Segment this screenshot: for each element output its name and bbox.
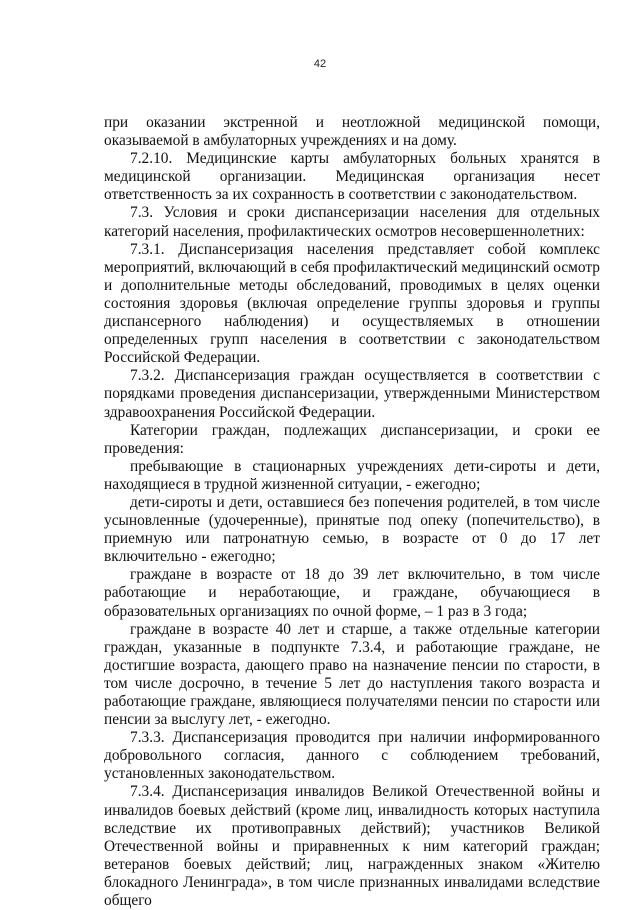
paragraph-7-2-10: 7.2.10. Медицинские карты амбулаторных больных хранятся в медицинской организации. Медицинская организация несет ответственность за их сохранность в соответствии с законодательством.: [104, 150, 600, 204]
paragraph-category-orphans-institutions: пребывающие в стационарных учреждениях дети-сироты и дети, находящиеся в трудной жизненной ситуации, - ежегодно;: [104, 457, 600, 493]
paragraph-continuation: при оказании экстренной и неотложной медицинской помощи, оказываемой в амбулаторных учреждениях и на дому.: [104, 114, 600, 150]
paragraph-7-3: 7.3. Условия и сроки диспансеризации населения для отдельных категорий населения, профилактических осмотров несовершеннолетних:: [104, 204, 600, 240]
paragraph-category-age-18-39: граждане в возрасте от 18 до 39 лет включительно, в том числе работающие и неработающие, и граждане, обучающиеся в образовательных организациях по очной форме, – 1 раз в 3 года;: [104, 566, 600, 620]
paragraph-category-age-40-plus: граждане в возрасте 40 лет и старше, а также отдельные категории граждан, указанные в подпункте 7.3.4, и работающие граждане, не достигшие возраста, дающего право на назначение пенсии по старости, в том числе досрочно, в течение 5 лет до наступления такого возраста и работающие граждане, являющиеся получателями пенсии по старости или пенсии за выслугу лет, - ежегодно.: [104, 620, 600, 729]
paragraph-7-3-1: 7.3.1. Диспансеризация населения представляет собой комплекс мероприятий, включающий в себя профилактический медицинский осмотр и дополнительные методы обследований, проводимых в целях оценки состояния здоровья (включая определение группы здоровья и группы диспансерного наблюдения) и осуществляемых в отношении определенных групп населения в соответствии с законодательством Российской Федерации.: [104, 240, 600, 367]
paragraph-categories-intro: Категории граждан, подлежащих диспансеризации, и сроки ее проведения:: [104, 421, 600, 457]
document-body: [104, 114, 600, 910]
page-number: 42: [313, 58, 327, 70]
paragraph-7-3-4: 7.3.4. Диспансеризация инвалидов Великой Отечественной войны и инвалидов боевых действий (кроме лиц, инвалидность которых наступила вследствие их противоправных действий); участников Великой Отечественной войны и приравненных к ним категорий граждан; ветеранов боевых действий; лиц, награжденных знаком «Жителю блокадного Ленинграда», в том числе признанных инвалидами вследствие общего: [104, 783, 600, 910]
paragraph-7-3-2: 7.3.2. Диспансеризация граждан осуществляется в соответствии с порядками проведения диспансеризации, утвержденными Министерством здравоохранения Российской Федерации.: [104, 367, 600, 421]
paragraph-7-3-3: 7.3.3. Диспансеризация проводится при наличии информированного добровольного согласия, данного с соблюдением требований, установленных законодательством.: [104, 729, 600, 783]
paragraph-category-orphans-adopted: дети-сироты и дети, оставшиеся без попечения родителей, в том числе усыновленные (удочеренные), принятые под опеку (попечительство), в приемную или патронатную семью, в возрасте от 0 до 17 лет включительно - ежегодно;: [104, 493, 600, 566]
